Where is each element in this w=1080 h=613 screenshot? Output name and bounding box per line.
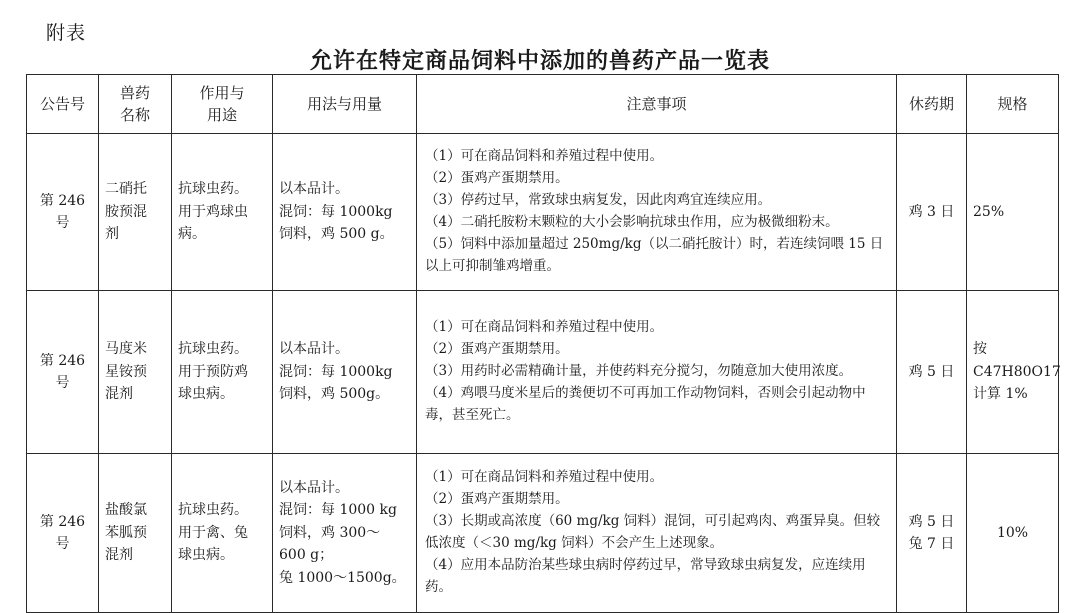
- dosage-cell: 以本品计。 混饲：每 1000kg 饲料，鸡 500 g。: [273, 134, 417, 291]
- table-row: [27, 134, 1059, 291]
- dosage-cell: 以本品计。 混饲：每 1000 kg 饲料，鸡 300～ 600 g； 兔 1000～1500g。: [273, 454, 417, 613]
- drug-name-cell: 二硝托 胺预混 剂: [99, 134, 172, 291]
- notes-cell: [417, 454, 897, 613]
- page-title: 允许在特定商品饲料中添加的兽药产品一览表: [309, 49, 770, 74]
- use-cell: 抗球虫药。 用于禽、兔 球虫病。: [172, 454, 273, 613]
- note-item: （1）可在商品饲料和养殖过程中使用。: [425, 148, 664, 165]
- spec-cell: 按 C47H80O17 计算 1%: [967, 291, 1059, 454]
- withdrawal-cell: 鸡 5 日: [897, 291, 967, 454]
- col-header-drug-name: 兽药 名称: [99, 75, 172, 134]
- table-header-row: [27, 75, 1059, 134]
- drug-name-cell: 马度米 星铵预 混剂: [99, 291, 172, 454]
- note-item: （3）长期或高浓度（60 mg/kg 饲料）混饲，可引起鸡肉、鸡蛋异臭。但较低浓度（＜30 mg/kg 饲料）不会产生上述现象。: [425, 513, 881, 551]
- notice-no-cell: 第 246 号: [27, 134, 99, 291]
- note-item: （3）用药时必需精确计量，并使药料充分搅匀，勿随意加大使用浓度。: [425, 363, 853, 380]
- notes-cell: [417, 291, 897, 454]
- withdrawal-cell: 鸡 3 日: [897, 134, 967, 291]
- notice-no-cell: 第 246 号: [27, 291, 99, 454]
- col-header-withdrawal: 休药期: [897, 75, 967, 134]
- notes-cell: [417, 134, 897, 291]
- note-item: （2）蛋鸡产蛋期禁用。: [425, 491, 569, 508]
- drug-table: [26, 74, 1059, 613]
- note-item: （1）可在商品饲料和养殖过程中使用。: [425, 319, 664, 336]
- notice-no-cell: 第 246 号: [27, 454, 99, 613]
- note-item: （4）鸡喂马度米星后的粪便切不可再加工作动物饲料，否则会引起动物中毒，甚至死亡。: [425, 384, 866, 423]
- col-header-notes: 注意事项: [417, 75, 897, 134]
- note-item: （1）可在商品饲料和养殖过程中使用。: [425, 469, 664, 486]
- withdrawal-cell: 鸡 5 日 兔 7 日: [897, 454, 967, 613]
- note-item: （2）蛋鸡产蛋期禁用。: [425, 341, 569, 358]
- col-header-use: 作用与 用途: [172, 75, 273, 134]
- table-row: [27, 291, 1059, 454]
- table-row: [27, 454, 1059, 613]
- spec-cell: 10%: [967, 454, 1059, 613]
- spec-cell: 25%: [967, 134, 1059, 291]
- appendix-label: 附表: [46, 22, 87, 44]
- note-item: （4）应用本品防治某些球虫病时停药过早，常导致球虫病复发，应连续用药。: [425, 556, 866, 595]
- use-cell: 抗球虫药。 用于预防鸡 球虫病。: [172, 291, 273, 454]
- use-cell: 抗球虫药。 用于鸡球虫 病。: [172, 134, 273, 291]
- col-header-spec: 规格: [967, 75, 1059, 134]
- note-item: （4）二硝托胺粉末颗粒的大小会影响抗球虫作用，应为极微细粉末。: [425, 214, 839, 230]
- note-item: （5）饲料中添加量超过 250mg/kg（以二硝托胺计）时，若连续饲喂 15 日以上可抑制雏鸡增重。: [425, 235, 884, 274]
- dosage-cell: 以本品计。 混饲：每 1000kg 饲料，鸡 500g。: [273, 291, 417, 454]
- col-header-dosage: 用法与用量: [273, 75, 417, 134]
- note-item: （3）停药过早，常致球虫病复发，因此肉鸡宜连续应用。: [425, 192, 772, 209]
- drug-name-cell: 盐酸氯 苯胍预 混剂: [99, 454, 172, 613]
- col-header-notice-no: 公告号: [27, 75, 99, 134]
- note-item: （2）蛋鸡产蛋期禁用。: [425, 170, 569, 187]
